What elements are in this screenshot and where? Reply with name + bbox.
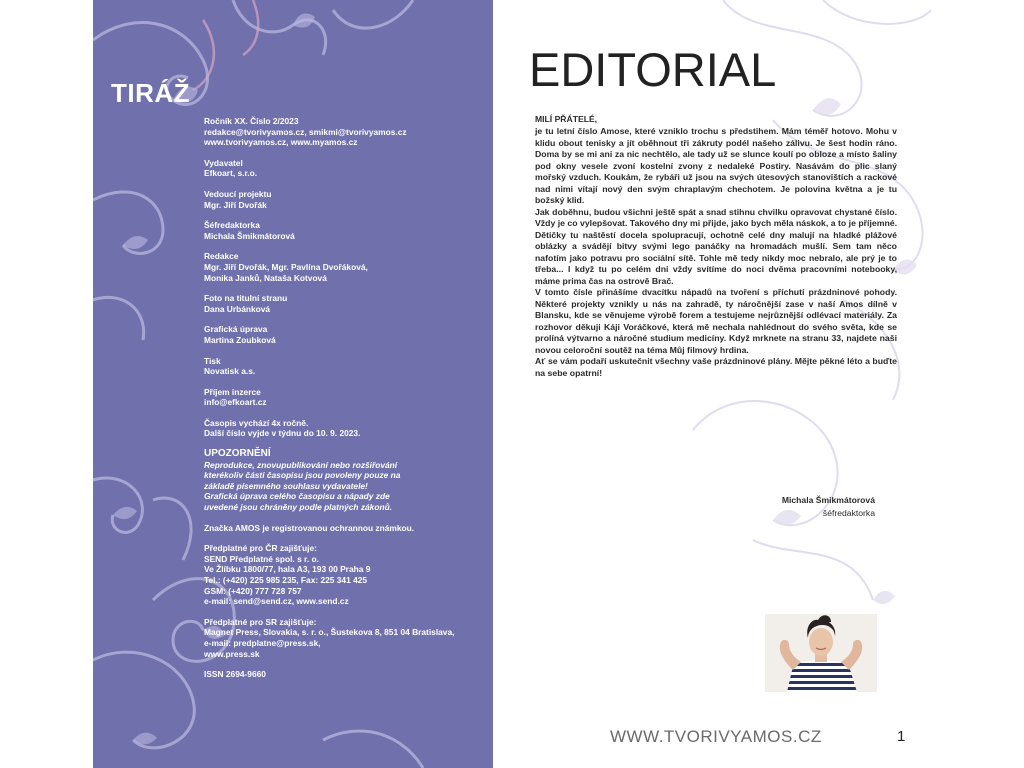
imprint-title: TIRÁŽ — [111, 78, 191, 108]
frequency-line: Další číslo vyjde v týdnu do 10. 9. 2023. — [204, 428, 361, 439]
signature-role: šéfredaktorka — [822, 508, 875, 518]
project-lead: Mgr. Jiří Dvořák — [204, 199, 267, 210]
editorial-greeting: MILÍ PŘÁTELÉ, — [535, 114, 598, 124]
page-number: 1 — [897, 728, 906, 745]
cover-photo: Dana Urbánková — [204, 303, 271, 314]
subscription-sk-line: e-mail: predplatne@press.sk, — [204, 637, 321, 648]
editors-line: Mgr. Jiří Dvořák, Mgr. Pavlína Dvořáková, — [204, 261, 368, 272]
imprint-details — [204, 116, 474, 690]
subscription-sk-label: Předplatné pro SR zajišťuje: — [204, 616, 317, 627]
subscription-cz-line: Ve Žlíbku 1800/77, hala A3, 193 00 Praha 9 — [204, 564, 371, 575]
editorial-paragraph: Jak doběhnu, budou všichni ještě spát a snad stihnu chvilku opravovat chystané číslo. Vždy je co vylepšovat. Takového dny mi přijde, jako bych měla náskok, a to je příjemné. Dětičky tu naštěstí docela spolupracují, ochotně celé dny malují na hladké plážové oblázky a svádějí bitvy svými lego panáčky na hromadách mušlí. Sem tam něco nafotím jako potravu pro sociální sítě. Tohle mě tedy nikdy moc nebralo, ale prý je to třeba... I když tu po celém dni vždy svítíme do noci dvěma pracovními notebooky, máme prima čas na ostrově Brač. — [535, 206, 897, 286]
editorial-paragraph: V tomto čísle přinášíme dvacítku nápadů na tvoření s příchutí prázdninové pohody. Některé projekty vznikly u nás na zahradě, ty náročnější zase v naší Amos dílně v Blansku, kde se věnujeme výrobě forem a testujeme nejrůznější odlévací materiály. Za rozhovor děkuji Káji Voráčkové, která mě nechala nahlédnout do svého světa, kde se prolíná výtvarno a náročné studium medicíny. Když mrknete na stranu 33, najdete naši novou celoroční soutěž na téma Můj filmový hrdina. — [535, 287, 897, 355]
editorial-body — [535, 126, 897, 379]
warning-line: základě písemného souhlasu vydavatele! — [204, 480, 368, 491]
print: Novatisk a.s. — [204, 366, 256, 377]
subscription-cz-line: GSM: (+420) 777 728 757 — [204, 585, 302, 596]
subscription-sk-line: www.press.sk — [204, 648, 260, 659]
graphic: Martina Zoubková — [204, 334, 276, 345]
subscription-cz-line: e-mail: send@send.cz, www.send.cz — [204, 596, 349, 607]
subscription-cz-line: Tel.: (+420) 225 985 235, Fax: 225 341 425 — [204, 575, 368, 585]
signature — [782, 494, 875, 520]
issn: ISSN 2694-9660 — [204, 669, 266, 680]
editors-label: Redakce — [204, 251, 239, 262]
volume-number: Ročník XX. Číslo 2/2023 — [204, 116, 299, 126]
editor-in-chief-label: Šéfredaktorka — [204, 220, 260, 231]
publisher: Efkoart, s.r.o. — [204, 168, 258, 179]
print-label: Tisk — [204, 355, 221, 366]
subscription-cz-label: Předplatné pro ČR zajišťuje: — [204, 543, 317, 554]
warning-line: kterékoliv části časopisu jsou povoleny pouze na — [204, 470, 401, 481]
cover-photo-label: Foto na titulní stranu — [204, 293, 288, 304]
editor-portrait-photo — [765, 614, 877, 692]
websites: www.tvorivyamos.cz, www.myamos.cz — [204, 137, 358, 148]
subscription-cz-line: SEND Předplatné spol. s r. o. — [204, 553, 319, 564]
warning-line: Grafická úprava celého časopisu a nápady zde — [204, 491, 390, 502]
editorial-paragraph: Ať se vám podaří uskutečnit všechny vaše prázdninové plány. Mějte pěkné léto a buďte na sebe opatrní! — [535, 356, 897, 378]
trademark-note: Značka AMOS je registrovanou ochrannou známkou. — [204, 522, 415, 533]
editor-in-chief: Michala Šmikmátorová — [204, 230, 295, 241]
editors-line: Monika Janků, Nataša Kotvová — [204, 272, 327, 283]
website-url[interactable]: WWW.TVORIVYAMOS.CZ — [610, 727, 822, 746]
publisher-label: Vydavatel — [204, 157, 243, 168]
project-lead-label: Vedoucí projektu — [204, 188, 272, 199]
contact-emails: redakce@tvorivyamos.cz, smikmi@tvorivyamos.cz — [204, 126, 407, 137]
ads-label: Příjem inzerce — [204, 386, 261, 397]
subscription-sk-line: Magnet Press, Slovakia, s. r. o., Šustekova 8, 851 04 Bratislava, — [204, 627, 455, 638]
graphic-label: Grafická úprava — [204, 324, 268, 335]
signature-name: Michala Šmikmátorová — [781, 495, 875, 505]
editorial-title: EDITORIAL — [529, 43, 777, 96]
warning-line: uvedené jsou chráněny podle platných zákonů. — [204, 502, 393, 513]
warning-title: UPOZORNĚNÍ — [204, 448, 271, 460]
warning-line: Reprodukce, znovupublikování nebo rozšiřování — [204, 459, 398, 470]
editorial-page — [493, 0, 931, 768]
ads-email: info@efkoart.cz — [204, 397, 267, 408]
frequency-line: Časopis vychází 4x ročně. — [204, 417, 309, 428]
editorial-paragraph: je tu letní číslo Amose, které vzniklo trochu s předstihem. Mám téměř hotovo. Mohu v klidu obout tenisky a jít oběhnout tři zákruty podél našeho zálivu. Je šest hodin ráno. Doma by se mi ani za nic nechtělo, ale tady už se slunce koulí po obloze a místo šaliny pod okny vesele zvoní kostelní zvony z nedaleké Postiry. Nasávám do plic slaný mořský vzduch. Koukám, že rybáři už jsou na svých útesových stanovištích a rackové nad nimi vítají nový den svým chraplavým chechotem. Je polovina května a je tu božský klid. — [535, 126, 897, 205]
